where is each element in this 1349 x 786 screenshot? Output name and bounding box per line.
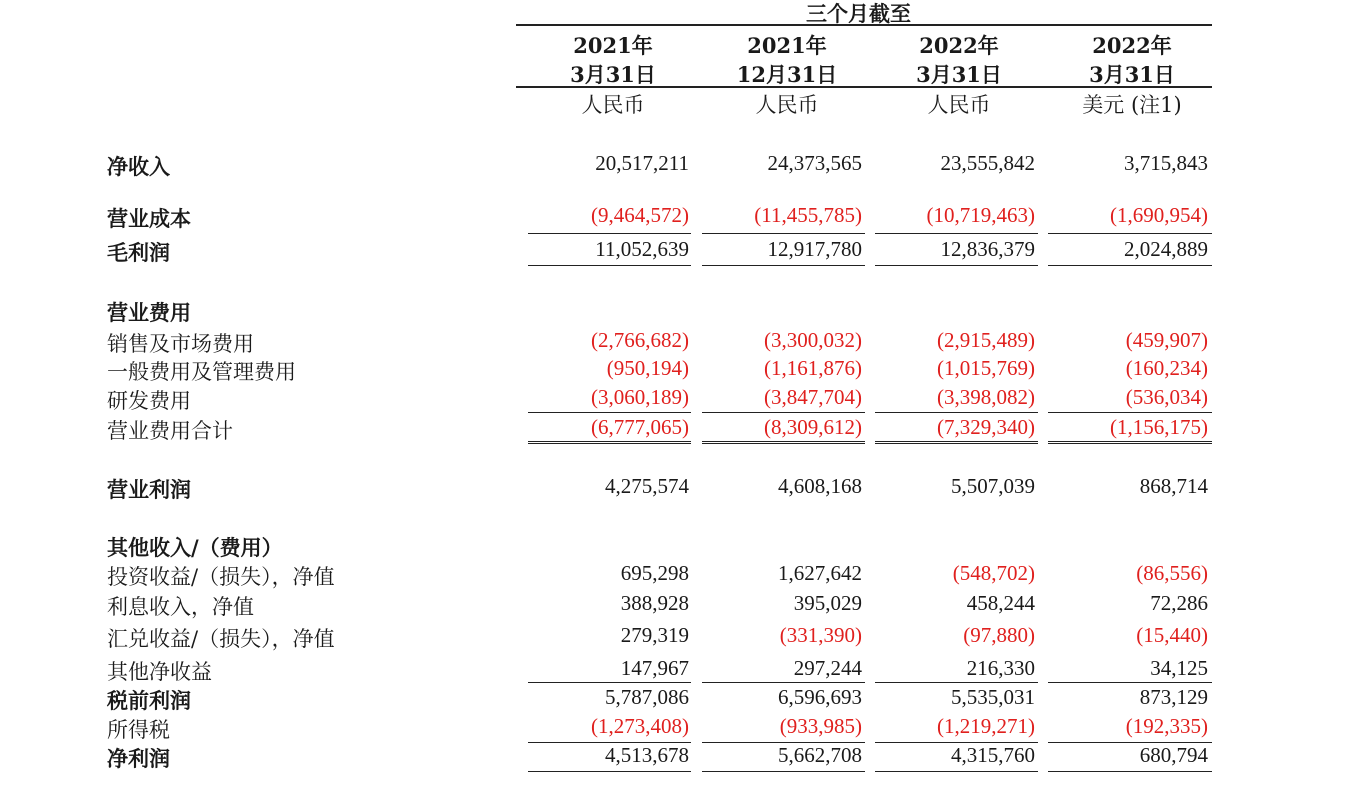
column-currency: 人民币 xyxy=(927,93,991,117)
cell-value: (3,300,032) xyxy=(764,328,862,352)
row-label: 所得税 xyxy=(107,718,170,742)
column-year: 2021年 xyxy=(747,33,827,58)
cell-value: (3,060,189) xyxy=(591,385,689,409)
cell-value: 24,373,565 xyxy=(767,151,862,175)
cell-value: 4,275,574 xyxy=(605,474,689,498)
subtotal-rule-cost xyxy=(702,233,865,234)
cell-value: 680,794 xyxy=(1139,743,1208,767)
opex-total-rule-1 xyxy=(528,441,691,442)
row-label: 毛利润 xyxy=(107,240,170,265)
cell-value: (548,702) xyxy=(952,561,1035,585)
opex-total-rule-1 xyxy=(702,441,865,442)
column-date: 3月31日 xyxy=(916,62,1002,87)
row-label: 税前利润 xyxy=(107,688,191,713)
cell-value: 20,517,211 xyxy=(595,151,689,175)
cell-value: 1,627,642 xyxy=(778,561,862,585)
opex-total-rule-2 xyxy=(702,443,865,444)
cell-value: (160,234) xyxy=(1125,356,1208,380)
cell-value: 4,315,760 xyxy=(951,743,1035,767)
cell-value: (1,156,175) xyxy=(1110,415,1208,439)
row-label: 研发费用 xyxy=(107,389,191,413)
cell-value: 11,052,639 xyxy=(595,237,689,261)
cell-value: 5,507,039 xyxy=(951,474,1035,498)
cell-value: 6,596,693 xyxy=(778,685,862,709)
cell-value: 395,029 xyxy=(793,591,862,615)
cell-value: 4,513,678 xyxy=(605,743,689,767)
net-profit-rule xyxy=(702,771,865,772)
cell-value: (1,690,954) xyxy=(1110,203,1208,227)
cell-value: (97,880) xyxy=(963,623,1035,647)
row-label: 利息收入，净值 xyxy=(107,595,254,619)
row-label: 净收入 xyxy=(107,154,170,179)
cell-value: (86,556) xyxy=(1136,561,1208,585)
row-label: 营业费用合计 xyxy=(107,419,233,443)
other-income-rule xyxy=(702,682,865,683)
net-profit-rule xyxy=(875,771,1038,772)
other-income-rule xyxy=(1048,682,1212,683)
cell-value: (11,455,785) xyxy=(754,203,862,227)
column-date: 3月31日 xyxy=(570,62,656,87)
gross-profit-rule xyxy=(702,265,865,266)
cell-value: 2,024,889 xyxy=(1124,237,1208,261)
row-label: 其他净收益 xyxy=(107,660,212,684)
cell-value: 868,714 xyxy=(1139,474,1208,498)
header-top-rule xyxy=(516,24,1212,26)
cell-value: (7,329,340) xyxy=(937,415,1035,439)
other-income-rule xyxy=(528,682,691,683)
cell-value: 695,298 xyxy=(620,561,689,585)
column-date: 12月31日 xyxy=(736,62,838,87)
column-year: 2022年 xyxy=(919,33,999,58)
rd-rule xyxy=(875,412,1038,413)
row-label: 净利润 xyxy=(107,746,170,771)
cell-value: 873,129 xyxy=(1139,685,1208,709)
opex-total-rule-2 xyxy=(528,443,691,444)
tax-rule xyxy=(702,742,865,743)
cell-value: (9,464,572) xyxy=(591,203,689,227)
subtotal-rule-cost xyxy=(1048,233,1212,234)
column-date: 3月31日 xyxy=(1089,62,1175,87)
cell-value: (1,015,769) xyxy=(937,356,1035,380)
cell-value: (192,335) xyxy=(1125,714,1208,738)
column-currency: 美元 (注1) xyxy=(1082,93,1182,117)
cell-value: 5,535,031 xyxy=(951,685,1035,709)
cell-value: 216,330 xyxy=(966,656,1035,680)
row-label: 一般费用及管理费用 xyxy=(107,360,296,384)
opex-total-rule-1 xyxy=(875,441,1038,442)
cell-value: 297,244 xyxy=(793,656,862,680)
cell-value: (2,915,489) xyxy=(937,328,1035,352)
cell-value: (8,309,612) xyxy=(764,415,862,439)
other-income-rule xyxy=(875,682,1038,683)
rd-rule xyxy=(1048,412,1212,413)
cell-value: 4,608,168 xyxy=(778,474,862,498)
gross-profit-rule xyxy=(875,265,1038,266)
opex-total-rule-2 xyxy=(875,443,1038,444)
cell-value: 5,787,086 xyxy=(605,685,689,709)
cell-value: 3,715,843 xyxy=(1124,151,1208,175)
tax-rule xyxy=(1048,742,1212,743)
gross-profit-rule xyxy=(528,265,691,266)
cell-value: (10,719,463) xyxy=(926,203,1035,227)
cell-value: (2,766,682) xyxy=(591,328,689,352)
net-profit-rule xyxy=(1048,771,1212,772)
row-label: 汇兑收益/（损失），净值 xyxy=(107,627,335,651)
rd-rule xyxy=(528,412,691,413)
period-title: 三个月截至 xyxy=(806,1,911,26)
cell-value: (6,777,065) xyxy=(591,415,689,439)
tax-rule xyxy=(875,742,1038,743)
column-header-rule xyxy=(516,86,691,88)
row-label: 营业费用 xyxy=(107,300,191,325)
cell-value: (331,390) xyxy=(779,623,862,647)
cell-value: 458,244 xyxy=(966,591,1035,615)
cell-value: (1,161,876) xyxy=(764,356,862,380)
column-year: 2022年 xyxy=(1092,33,1172,58)
cell-value: (15,440) xyxy=(1136,623,1208,647)
cell-value: (459,907) xyxy=(1125,328,1208,352)
cell-value: (1,273,408) xyxy=(591,714,689,738)
cell-value: 72,286 xyxy=(1150,591,1208,615)
opex-total-rule-2 xyxy=(1048,443,1212,444)
tax-rule xyxy=(528,742,691,743)
cell-value: 279,319 xyxy=(620,623,689,647)
cell-value: 388,928 xyxy=(620,591,689,615)
row-label: 销售及市场费用 xyxy=(107,332,254,356)
cell-value: 5,662,708 xyxy=(778,743,862,767)
cell-value: 12,917,780 xyxy=(767,237,862,261)
column-header-rule xyxy=(690,86,865,88)
gross-profit-rule xyxy=(1048,265,1212,266)
cell-value: 34,125 xyxy=(1150,656,1208,680)
column-header-rule xyxy=(1036,86,1212,88)
column-year: 2021年 xyxy=(573,33,653,58)
cell-value: (3,847,704) xyxy=(764,385,862,409)
row-label: 投资收益/（损失），净值 xyxy=(107,565,335,589)
column-currency: 人民币 xyxy=(581,93,645,117)
subtotal-rule-cost xyxy=(875,233,1038,234)
subtotal-rule-cost xyxy=(528,233,691,234)
opex-total-rule-1 xyxy=(1048,441,1212,442)
row-label: 营业利润 xyxy=(107,477,191,502)
rd-rule xyxy=(702,412,865,413)
cell-value: (536,034) xyxy=(1125,385,1208,409)
row-label: 营业成本 xyxy=(107,206,191,231)
column-currency: 人民币 xyxy=(755,93,819,117)
cell-value: 12,836,379 xyxy=(940,237,1035,261)
row-label: 其他收入/（费用） xyxy=(107,535,283,560)
cell-value: (3,398,082) xyxy=(937,385,1035,409)
net-profit-rule xyxy=(528,771,691,772)
cell-value: 23,555,842 xyxy=(940,151,1035,175)
cell-value: (950,194) xyxy=(606,356,689,380)
column-header-rule xyxy=(863,86,1038,88)
cell-value: (933,985) xyxy=(779,714,862,738)
cell-value: 147,967 xyxy=(620,656,689,680)
cell-value: (1,219,271) xyxy=(937,714,1035,738)
